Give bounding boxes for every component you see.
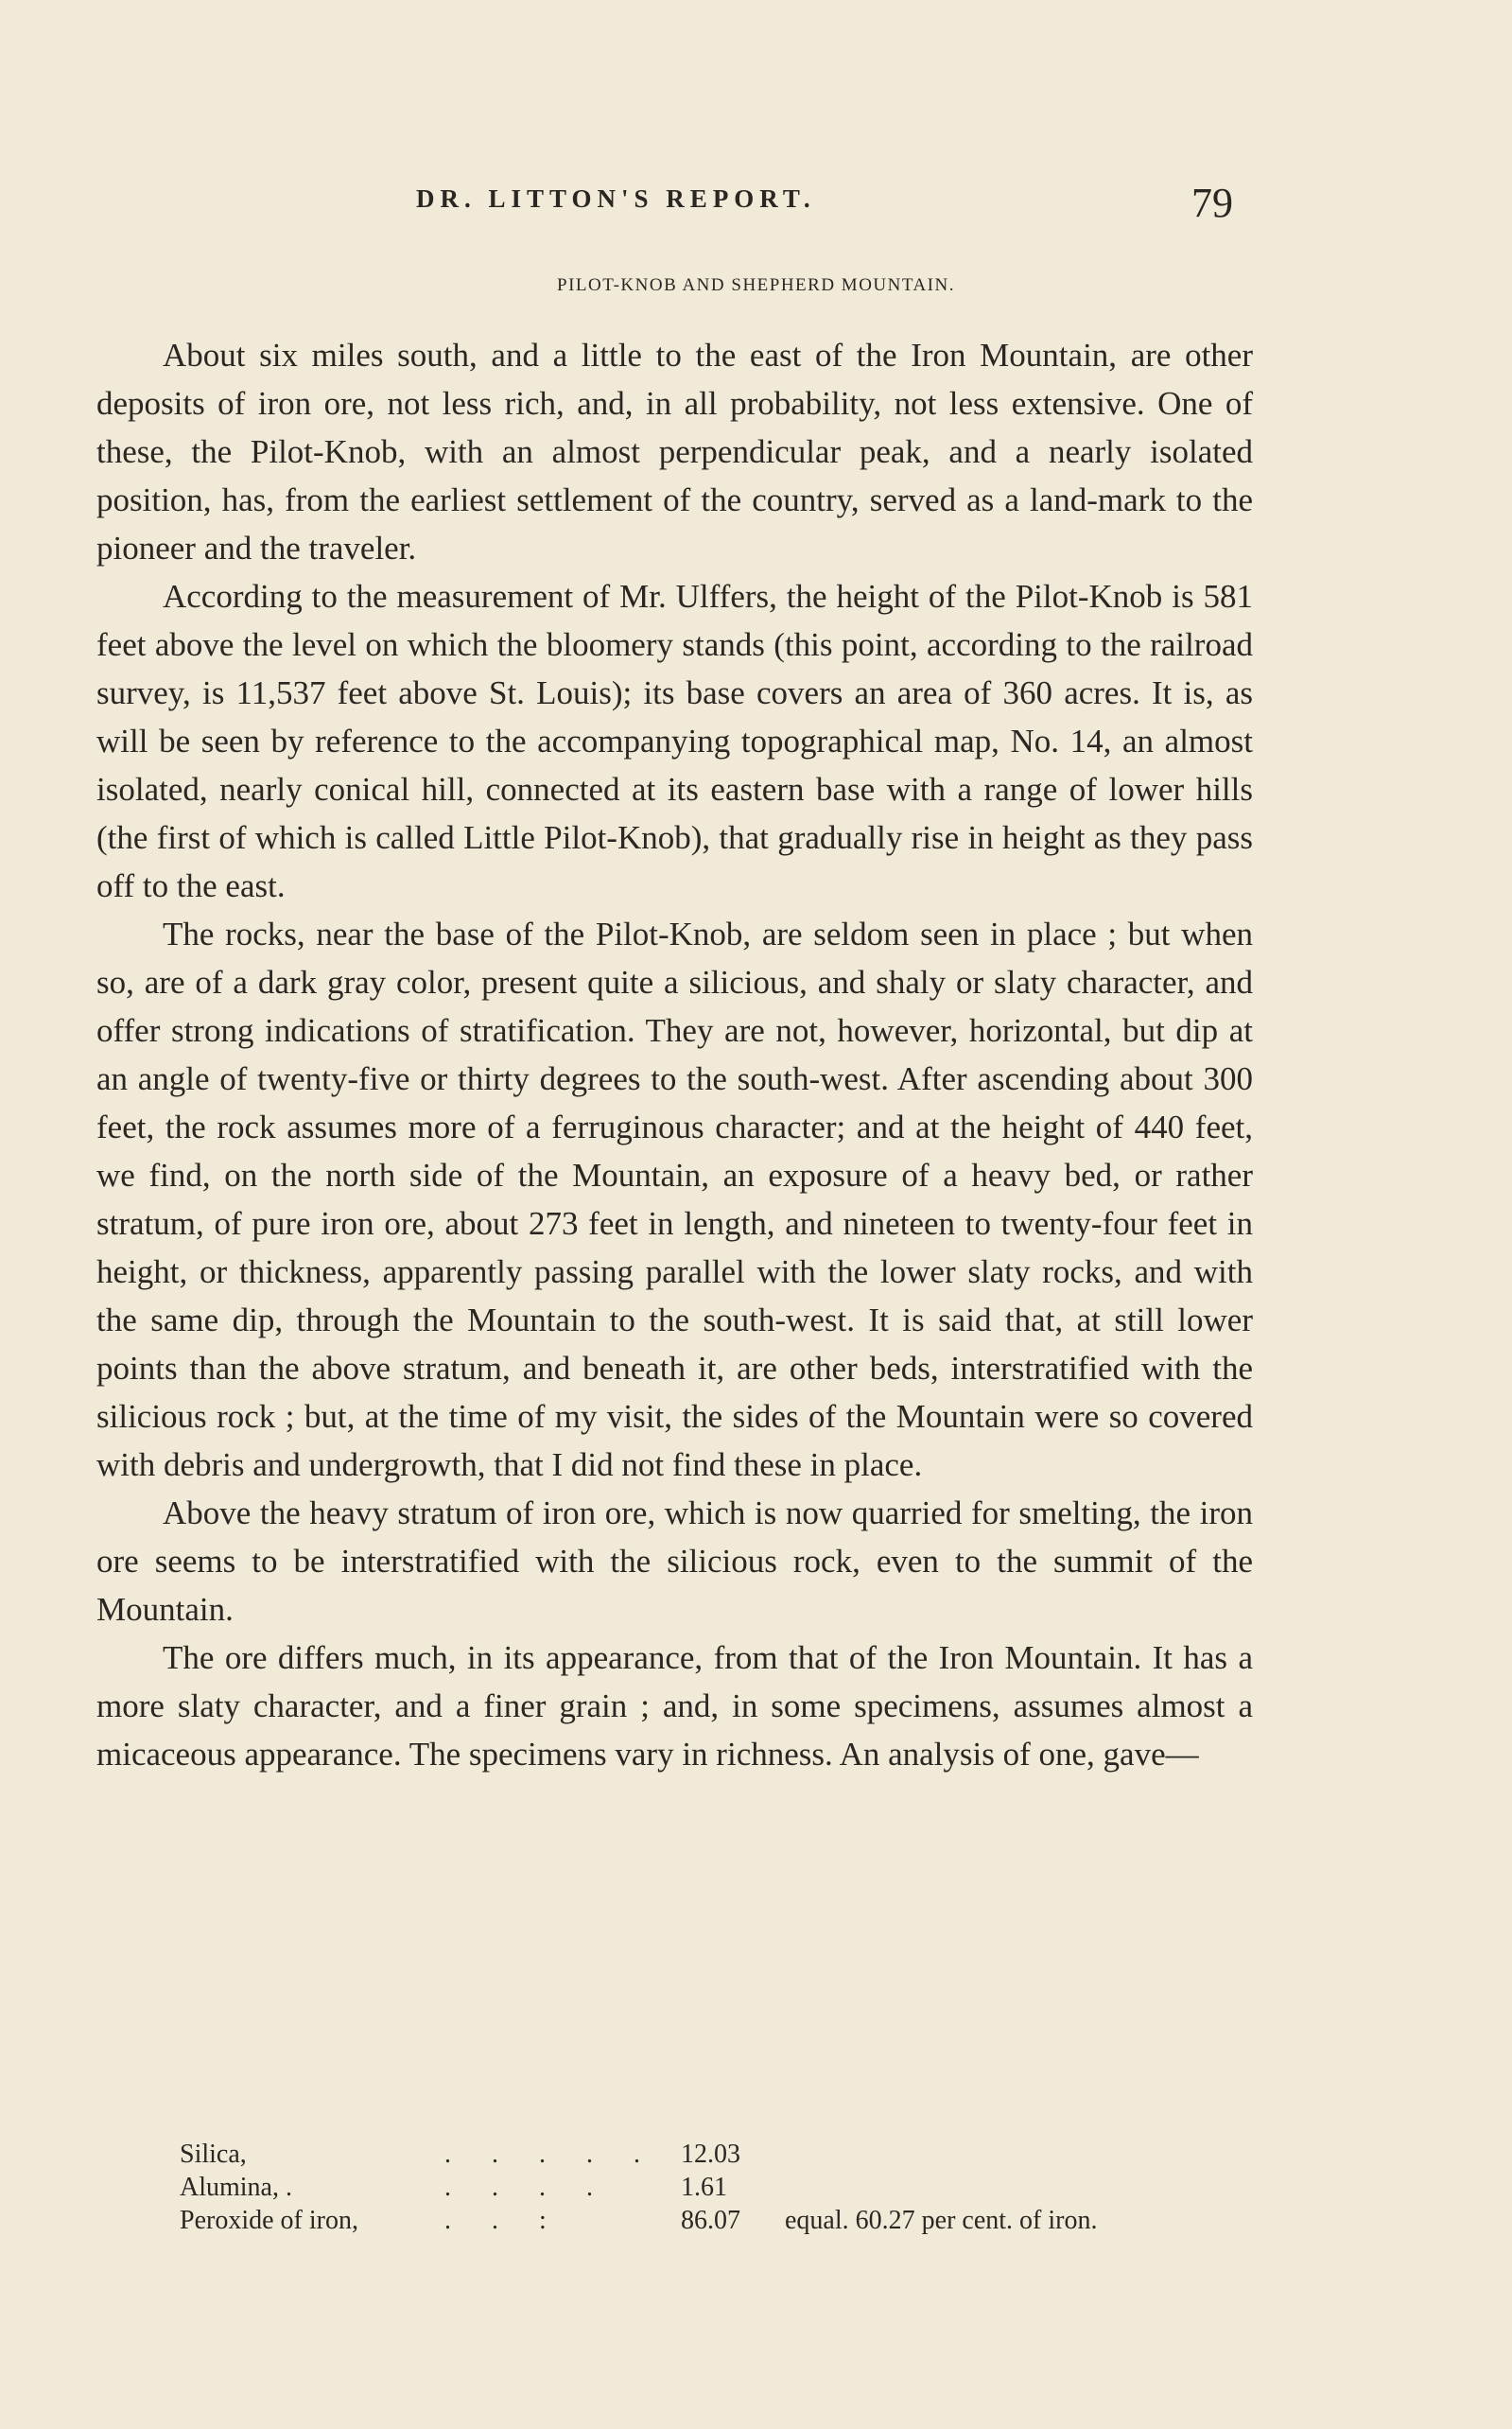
paragraph: The ore differs much, in its appearance, from that of the Iron Mountain. It has a more slaty character, and a finer grain ; and, in some specimens, assumes almost a micaceous appearance. The specimens vary in richness. An analysis of one, gave— xyxy=(96,1639,1253,1773)
analysis-label: Peroxide of iron, xyxy=(180,2206,358,2235)
paragraph: The rocks, near the base of the Pilot-Knob, are seldom seen in place ; but when so, are of a dark gray color, present quite a silicious, and shaly or slaty character, and offer strong indications of stratification. They are not, however, horizontal, but dip at an angle of twenty-five or thirty degrees to the south-west. After ascending about 300 feet, the rock assumes more of a ferruginous character; and at the height of 440 feet, we find, on the north side of the Mountain, an exposure of a heavy bed, or rather stratum, of pure iron ore, about 273 feet in length, and nineteen to twenty-four feet in height, or thickness, apparently passing parallel with the lower slaty rocks, and with the same dip, through the Mountain to the south-west. It is said that, at still lower points than the above stratum, and beneath it, are other beds, interstratified with the silicious rock ; but, at the time of my visit, the sides of the Mountain were so covered with debris and undergrowth, that I did not find these in place. xyxy=(96,916,1253,1483)
leader-dots: . . . . xyxy=(444,2173,610,2202)
analysis-note: equal. 60.27 per cent. of iron. xyxy=(785,2206,1098,2235)
page-number: 79 xyxy=(1191,180,1233,226)
analysis-row xyxy=(180,2140,1220,2173)
analysis-label: Alumina, . xyxy=(180,2173,292,2202)
paragraph: According to the measurement of Mr. Ulffers, the height of the Pilot-Knob is 581 feet above the level on which the bloomery stands (this point, according to the railroad survey, is 11,537 feet above St. Louis); its base covers an area of 360 acres. It is, as will be seen by reference to the accompanying topographical map, No. 14, an almost isolated, nearly conical hill, connected at its eastern base with a range of lower hills (the first of which is called Little Pilot-Knob), that gradually rise in height as they pass off to the east. xyxy=(96,578,1253,904)
leader-dots: . . . . . xyxy=(444,2140,657,2169)
page-header xyxy=(95,180,1258,241)
analysis-label: Silica, xyxy=(180,2140,247,2169)
section-title: PILOT-KNOB AND SHEPHERD MOUNTAIN. xyxy=(557,275,955,295)
analysis-value: 1.61 xyxy=(681,2173,727,2202)
leader-dots: . . : xyxy=(444,2206,564,2235)
analysis-row xyxy=(180,2206,1220,2239)
paragraph: About six miles south, and a little to the east of the Iron Mountain, are other deposits of iron ore, not less rich, and, in all probability, not less extensive. One of these, the Pilot-Knob, with an almost perpendicular peak, and a nearly isolated position, has, from the earliest settlement of the country, served as a land-mark to the pioneer and the traveler. xyxy=(96,337,1253,567)
running-head: DR. LITTON'S REPORT. xyxy=(416,184,816,213)
paragraph: Above the heavy stratum of iron ore, which is now quarried for smelting, the iron ore seems to be interstratified with the silicious rock, even to the summit of the Mountain. xyxy=(96,1494,1253,1628)
analysis-row xyxy=(180,2173,1220,2206)
analysis-value: 86.07 xyxy=(681,2206,740,2235)
analysis-table xyxy=(180,2140,1220,2239)
analysis-value: 12.03 xyxy=(681,2140,740,2169)
body-text xyxy=(96,331,1253,1778)
